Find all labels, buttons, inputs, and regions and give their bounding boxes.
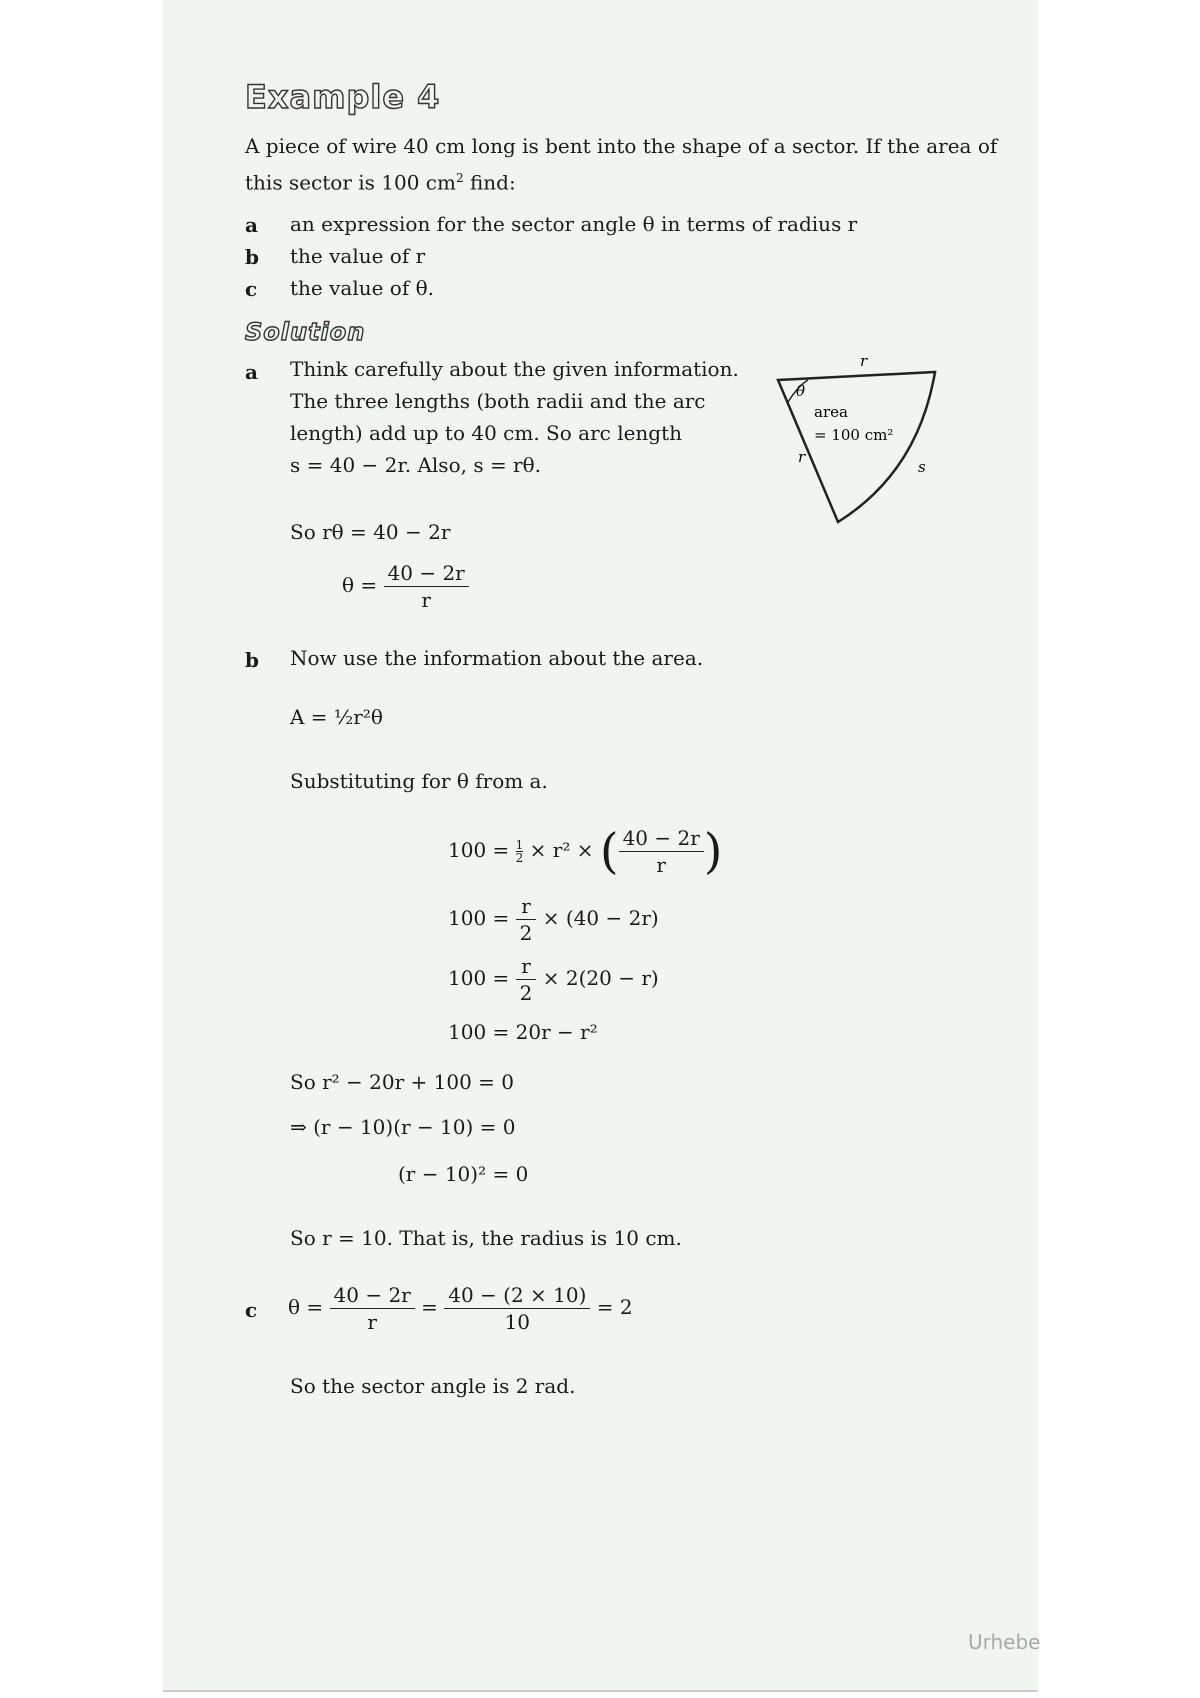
part-text-c: the value of θ. xyxy=(290,276,435,300)
diagram-label-s: s xyxy=(918,458,926,476)
area-formula: A = ½r²θ xyxy=(290,705,383,729)
eq-step-7: (r − 10)² = 0 xyxy=(398,1162,529,1186)
problem-line-1: A piece of wire 40 cm long is bent into the shape of a sector. If the area of xyxy=(245,134,998,158)
diagram-label-r-side: r xyxy=(798,448,806,466)
eq-step-3: 100 = $\frac{r}{2}$ × 2(20 − r) xyxy=(448,954,659,1005)
sector-diagram xyxy=(770,352,950,532)
diagram-label-r-top: r xyxy=(860,352,868,370)
example-title: Example 4 xyxy=(245,78,441,116)
solution-label-a: a xyxy=(245,360,258,384)
eq-step-6: ⇒ (r − 10)(r − 10) = 0 xyxy=(290,1115,516,1139)
radius-conclusion: So r = 10. That is, the radius is 10 cm. xyxy=(290,1226,682,1250)
angle-conclusion: So the sector angle is 2 rad. xyxy=(290,1374,576,1398)
solution-label-c: c xyxy=(245,1298,258,1322)
part-label-b: b xyxy=(245,245,259,269)
eq-theta-final: θ = $\frac{40 - 2r}{r}$ = $\frac{40 - (2 \times 10)}{10}$ = 2 xyxy=(288,1283,633,1334)
eq-step-4: 100 = 20r − r² xyxy=(448,1020,598,1044)
substitution-note: Substituting for θ from a. xyxy=(290,769,548,793)
page-divider xyxy=(163,1690,1038,1692)
problem-line-2: this sector is 100 $cm^2$ find: xyxy=(245,170,516,195)
diagram-label-area: area xyxy=(814,403,848,421)
eq-step-5: So r² − 20r + 100 = 0 xyxy=(290,1070,515,1094)
eq-step-1: 100 = $\frac{1}{2}$ × r² × ( $\frac{40 - 2r}{r}$ ) xyxy=(448,823,723,880)
eq-theta-expression: θ = $\frac{40 - 2r}{r}$ xyxy=(342,560,469,613)
eq-step-2: 100 = $\frac{r}{2}$ × (40 − 2r) xyxy=(448,894,659,945)
watermark: Urhebe xyxy=(968,1630,1041,1654)
part-label-c: c xyxy=(245,277,258,301)
solution-a-line-3: length) add up to 40 cm. So arc length xyxy=(290,421,683,445)
solution-a-line-1: Think carefully about the given information. xyxy=(290,357,739,381)
eq-r-theta: So rθ = 40 − 2r xyxy=(290,520,451,544)
solution-label-b: b xyxy=(245,648,259,672)
solution-title: Solution xyxy=(245,318,366,346)
solution-a-line-2: The three lengths (both radii and the arc xyxy=(290,389,706,413)
part-label-a: a xyxy=(245,213,258,237)
part-text-b: the value of r xyxy=(290,244,426,268)
diagram-label-area-value: = 100 cm² xyxy=(814,426,894,444)
diagram-label-theta: θ xyxy=(796,382,806,400)
solution-a-line-4: s = 40 − 2r. Also, s = rθ. xyxy=(290,453,542,477)
solution-b-intro: Now use the information about the area. xyxy=(290,646,704,670)
part-text-a: an expression for the sector angle θ in terms of radius r xyxy=(290,212,858,236)
